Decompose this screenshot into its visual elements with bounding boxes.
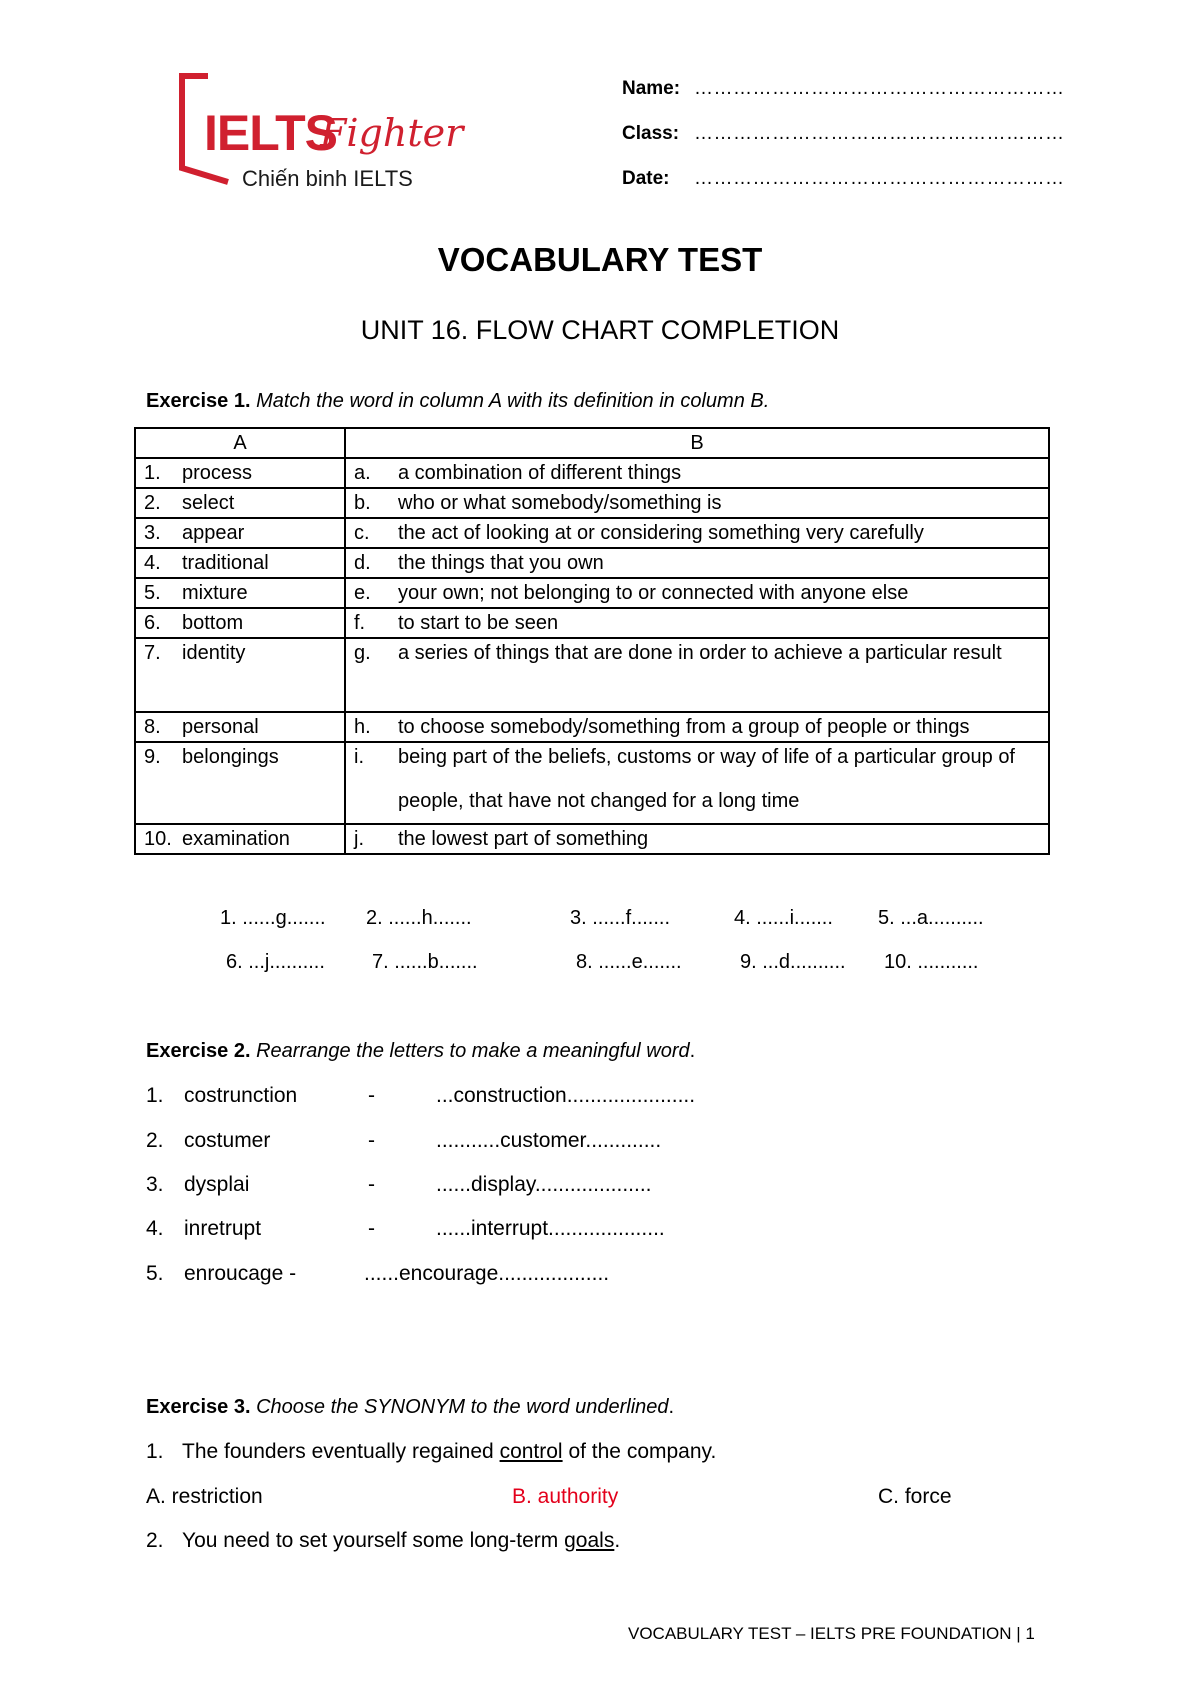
logo-brand-main: IELTS — [204, 105, 337, 161]
row-word: examination — [182, 828, 290, 850]
item-answer: ......interrupt.................... — [436, 1217, 665, 1240]
page-title: VOCABULARY TEST — [437, 241, 763, 278]
answer-item: 9. ...d.......... — [740, 951, 846, 973]
question-1 — [146, 1441, 716, 1462]
answer-item: 5. ...a.......... — [878, 907, 984, 929]
table-row — [135, 578, 1049, 608]
option-c: C. force — [878, 1485, 952, 1508]
item-answer: ...construction...................... — [436, 1084, 696, 1107]
item-word: costrunction — [184, 1084, 298, 1107]
name-field — [622, 79, 1065, 98]
row-definition: a series of things that are done in order to achieve a particular result — [398, 642, 1002, 664]
list-item — [146, 1174, 652, 1195]
answer-item: 3. ......f....... — [570, 907, 671, 929]
table-row — [135, 742, 1049, 824]
row-number: 1. — [144, 462, 161, 484]
row-word: bottom — [182, 612, 244, 634]
item-number: 1. — [146, 1084, 164, 1107]
row-number: 3. — [144, 522, 161, 544]
date-label: Date: — [622, 168, 670, 189]
row-number: 9. — [144, 746, 161, 768]
exercise3-instruction: Choose the SYNONYM to the word underlined — [256, 1396, 669, 1418]
row-number: 2. — [144, 492, 161, 514]
question-2 — [146, 1530, 620, 1551]
page-subtitle: UNIT 16. FLOW CHART COMPLETION — [360, 315, 840, 345]
exercise1-label: Exercise 1. — [146, 390, 251, 412]
exercise3-label: Exercise 3. — [146, 1396, 251, 1418]
item-word: enroucage - — [184, 1262, 297, 1285]
list-item — [146, 1263, 609, 1284]
table-row — [135, 638, 1049, 712]
date-dots: ………………………………………………… — [694, 168, 1065, 189]
table-row — [135, 548, 1049, 578]
class-label: Class: — [622, 123, 680, 144]
item-number: 2. — [146, 1129, 164, 1152]
item-number: 5. — [146, 1262, 164, 1285]
date-field — [622, 169, 1065, 188]
row-definition: your own; not belonging to or connected with anyone else — [398, 582, 909, 604]
logo-brand-script: Fighter — [320, 111, 464, 155]
item-answer: ......encourage................... — [364, 1262, 610, 1285]
option-b: B. authority — [512, 1485, 619, 1508]
item-dash: - — [368, 1217, 375, 1240]
name-dots: ………………………………………………… — [694, 78, 1065, 99]
item-dash: - — [368, 1129, 375, 1152]
row-letter: j. — [354, 828, 364, 850]
row-word: appear — [182, 522, 245, 544]
option-a: A. restriction — [146, 1485, 263, 1508]
row-definition: the act of looking at or considering something very carefully — [398, 522, 924, 544]
item-word: costumer — [184, 1129, 271, 1152]
row-word: identity — [182, 642, 246, 664]
answer-item: 1. ......g....... — [220, 907, 326, 929]
table-row — [135, 458, 1049, 488]
question-text-before: The founders eventually regained — [182, 1440, 494, 1463]
matching-table — [134, 427, 1050, 855]
answer-item: 2. ......h....... — [366, 907, 472, 929]
question-number: 2. — [146, 1529, 164, 1552]
row-word: process — [182, 462, 253, 484]
row-letter: i. — [354, 746, 364, 768]
exercise3-heading: Exercise 3. Choose the SYNONYM to the word underlined. — [146, 1396, 675, 1418]
underlined-word: goals — [564, 1529, 615, 1552]
row-word: belongings — [182, 746, 279, 768]
question-text-after: . — [614, 1529, 621, 1552]
row-number: 8. — [144, 716, 161, 738]
row-number: 4. — [144, 552, 161, 574]
ielts-fighter-logo — [178, 70, 498, 200]
item-word: dysplai — [184, 1173, 250, 1196]
row-number: 5. — [144, 582, 161, 604]
question-text-before: You need to set yourself some long-term — [182, 1529, 559, 1552]
answer-item: 6. ...j.......... — [226, 951, 325, 973]
page-footer: VOCABULARY TEST – IELTS PRE FOUNDATION | 1 — [628, 1624, 1035, 1643]
col-a-header: A — [135, 428, 345, 458]
item-word: inretrupt — [184, 1217, 262, 1240]
row-definition: being part of the beliefs, customs or way of life of a particular group of people, that have not changed for a long time — [398, 746, 1015, 812]
item-number: 3. — [146, 1173, 164, 1196]
exercise2-label: Exercise 2. — [146, 1040, 251, 1062]
list-item — [146, 1085, 695, 1106]
answer-item: 7. ......b....... — [372, 951, 478, 973]
col-b-header: B — [345, 428, 1049, 458]
table-row — [135, 488, 1049, 518]
list-item — [146, 1130, 661, 1151]
table-header-row — [135, 428, 1049, 458]
item-number: 4. — [146, 1217, 164, 1240]
list-item — [146, 1218, 665, 1239]
row-definition: to start to be seen — [398, 612, 559, 634]
row-definition: the lowest part of something — [398, 828, 649, 850]
row-letter: f. — [354, 612, 366, 634]
row-number: 10. — [144, 828, 172, 850]
class-dots: ………………………………………………… — [694, 123, 1065, 144]
row-letter: h. — [354, 716, 371, 738]
underlined-word: control — [499, 1440, 563, 1463]
row-definition: to choose somebody/something from a group of people or things — [398, 716, 970, 738]
table-row — [135, 824, 1049, 854]
exercise2-instruction: Rearrange the letters to make a meaningful word — [256, 1040, 690, 1062]
question-number: 1. — [146, 1440, 164, 1463]
row-word: select — [182, 492, 235, 514]
answer-item: 4. ......i....... — [734, 907, 833, 929]
logo-tagline: Chiến binh IELTS — [242, 166, 413, 191]
item-dash: - — [368, 1173, 375, 1196]
row-word: personal — [182, 716, 259, 738]
row-letter: d. — [354, 552, 371, 574]
row-letter: c. — [354, 522, 370, 544]
row-word: traditional — [182, 552, 269, 574]
row-letter: e. — [354, 582, 371, 604]
row-letter: a. — [354, 462, 371, 484]
row-word: mixture — [182, 582, 248, 604]
row-number: 6. — [144, 612, 161, 634]
answer-item: 10. ........... — [884, 951, 979, 973]
class-field — [622, 124, 1065, 143]
row-letter: g. — [354, 642, 371, 664]
question-text-after: of the company. — [568, 1440, 717, 1463]
row-letter: b. — [354, 492, 371, 514]
row-definition: a combination of different things — [398, 462, 682, 484]
item-answer: ...........customer............. — [436, 1129, 662, 1152]
exercise2-heading: Exercise 2. Rearrange the letters to make a meaningful word. — [146, 1040, 696, 1062]
table-row — [135, 518, 1049, 548]
exercise1-instruction: Match the word in column A with its definition in column B. — [256, 390, 770, 412]
name-label: Name: — [622, 78, 681, 99]
answer-item: 8. ......e....... — [576, 951, 682, 973]
item-answer: ......display.................... — [436, 1173, 652, 1196]
row-definition: the things that you own — [398, 552, 604, 574]
exercise1-heading — [146, 391, 769, 411]
row-number: 7. — [144, 642, 161, 664]
item-dash: - — [368, 1084, 375, 1107]
row-definition: who or what somebody/something is — [398, 492, 722, 514]
